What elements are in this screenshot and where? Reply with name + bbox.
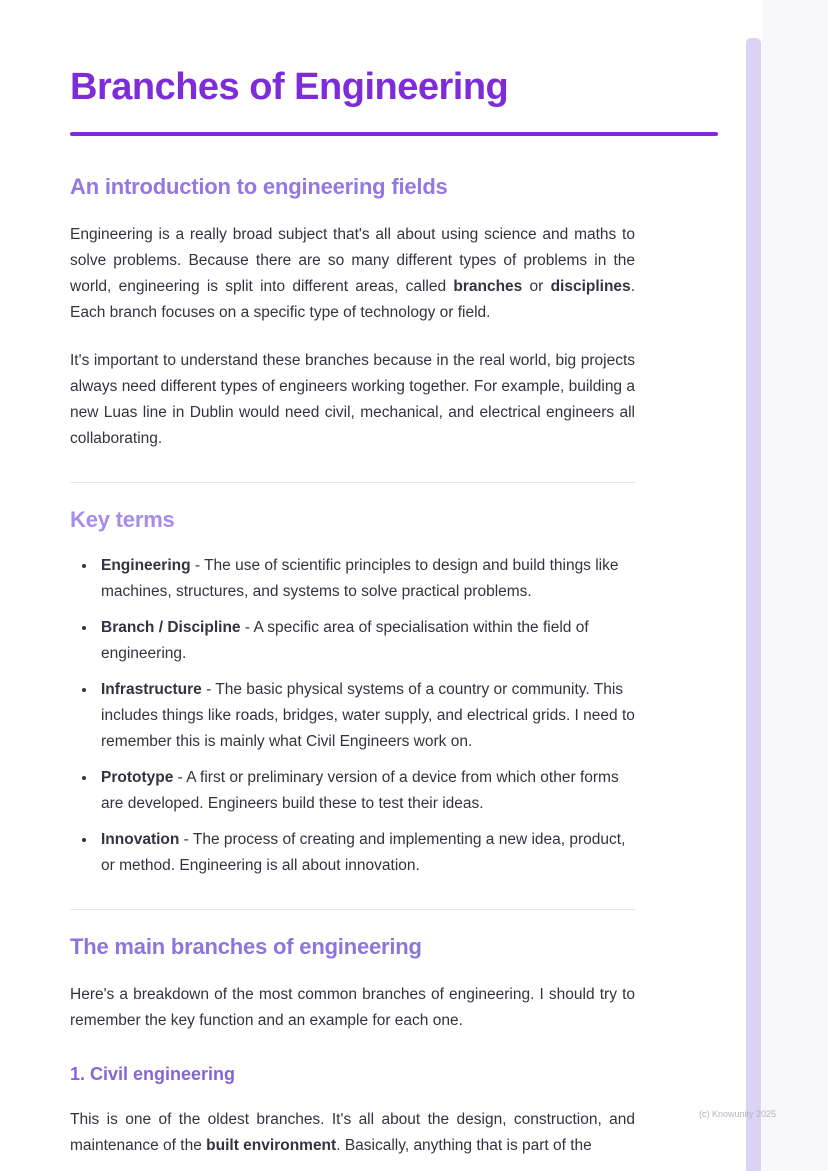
list-item-engineering: • Engineering - The use of scientific principles to design and build things like machines, structures, and systems to solve practical problems. [97,553,635,605]
civil-engineering-paragraph: This is one of the oldest branches. It's all about the design, construction, and maintenance of the built environment. Basically, anything that is part of the [70,1110,635,1154]
key-terms-list [70,553,635,879]
section-heading-introduction: An introduction to engineering fields [70,173,448,199]
page-title: Branches of Engineering [70,66,509,108]
main-branches-intro-paragraph: Here's a breakdown of the most common branches of engineering. I should try to remember the key function and an example for each one. [70,985,635,1029]
section-heading-key-terms: Key terms [70,506,175,532]
intro-paragraph-1: Engineering is a really broad subject that's all about using science and maths to solve problems. Because there are so many different types of problems in the world, engineering is split into different areas, called branches or disciplines. Each branch focuses on a specific type of technology or field. [70,225,635,321]
intro-paragraph-2: It's important to understand these branches because in the real world, big projects always need different types of engineers working together. For example, building a new Luas line in Dublin would need civil, mechanical, and electrical engineers all collaborating. [70,351,635,447]
list-item-infrastructure: • Infrastructure - The basic physical systems of a country or community. This includes things like roads, bridges, water supply, and electrical grids. I need to remember this is mainly what Civil Engineers work on. [97,677,635,755]
copyright-notice: (c) Knowunity 2025 [698,1109,776,1119]
title-underline-rule [70,132,718,136]
list-item-prototype: • Prototype - A first or preliminary version of a device from which other forms are developed. Engineers build these to test their ideas. [97,765,635,817]
decorative-side-stripe [746,38,761,1171]
list-item-branch-discipline: • Branch / Discipline - A specific area of specialisation within the field of engineering. [97,615,635,667]
section-heading-main-branches: The main branches of engineering [70,933,422,959]
document-page [70,66,718,1159]
list-item-innovation: • Innovation - The process of creating and implementing a new idea, product, or method. Engineering is all about innovation. [97,827,635,879]
right-margin-background [762,0,828,1171]
section-divider [70,909,635,910]
section-divider [70,482,635,483]
subheading-civil-engineering: 1. Civil engineering [70,1063,236,1084]
